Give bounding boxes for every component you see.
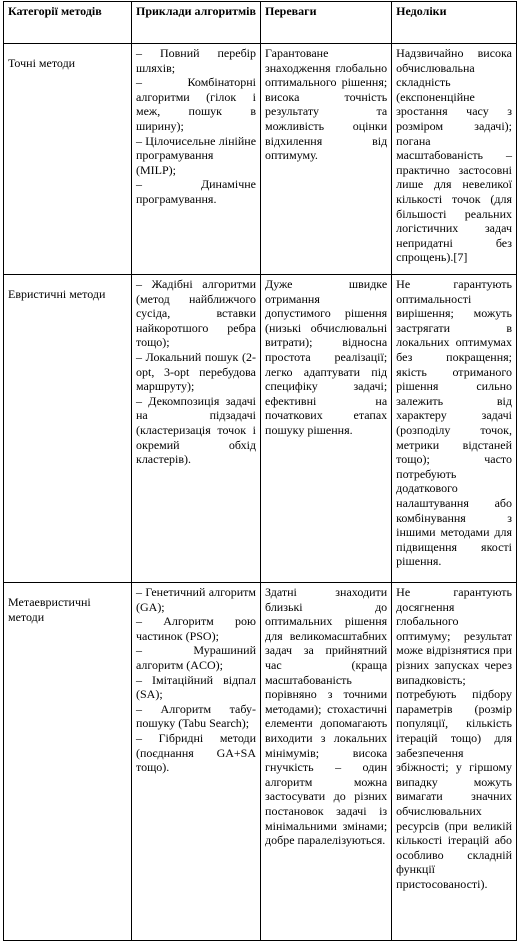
table-row xyxy=(4,44,517,275)
example-item: – Імітаційний відпал (SA); xyxy=(135,672,257,702)
methods-comparison-table xyxy=(3,1,517,941)
header-advantages: Переваги xyxy=(261,2,392,44)
examples-cell xyxy=(131,275,260,583)
example-item: – Комбінаторні алгоритми (гілок і меж, пошук в ширину); xyxy=(135,75,257,133)
example-item: – Генетичний алгоритм (GA); xyxy=(135,585,257,614)
advantages-cell: Гарантоване знаходження глобально оптимального рішення; висока точність результату та можливість оцінки відхилення від оптимуму. xyxy=(261,44,392,275)
table-row xyxy=(4,583,517,941)
disadvantages-cell: Не гарантують оптимальності вирішення; можуть застрягати в локальних оптимумах без покращення; якість отриманого рішення сильно залежить від характеру задачі (розподілу точок, метрики відстаней тощо); часто потребують додаткового налаштування або комбінування з іншими методами для підвищення якості рішення. xyxy=(392,275,517,583)
example-item: – Алгоритм рою частинок (PSO); xyxy=(135,614,257,643)
example-item: – Динамічне програмування. xyxy=(135,177,257,206)
category-cell: Точні методи xyxy=(4,44,132,275)
examples-cell xyxy=(131,583,260,941)
header-disadvantages: Недоліки xyxy=(392,2,517,44)
example-item: – Мурашиний алгоритм (ACO); xyxy=(135,643,257,672)
example-item: – Локальний пошук (2-opt, 3-opt перебудова маршруту); xyxy=(135,349,257,394)
example-item: – Цілочисельне лінійне програмування (MILP); xyxy=(135,133,257,177)
example-item: – Декомпозиція задачі на підзадачі (кластеризація точок і окремий обхід кластерів). xyxy=(135,393,257,467)
example-item: – Гібридні методи (поєднання GA+SA тощо). xyxy=(135,730,257,775)
header-category: Категорії методів xyxy=(4,2,132,44)
disadvantages-cell: Надзвичайно висока обчислювальна складність (експоненційне зростання часу з розміром задачі); погана масштабованість – практично застосовні лише для невеликої кількості точок (для більшості реальних логістичних задач непридатні без спрощень).[7] xyxy=(392,44,517,275)
header-examples: Приклади алгоритмів xyxy=(131,2,260,44)
advantages-cell: Дуже швидке отримання допустимого рішення (низькі обчислювальні витрати); відносна простота реалізації; легко адаптувати під специфіку задачі; ефективні на початкових етапах пошуку рішення. xyxy=(261,275,392,583)
example-item: – Алгоритм табу-пошуку (Tabu Search); xyxy=(135,701,257,731)
disadvantages-cell: Не гарантують досягнення глобального оптимуму; результат може відрізнятися при різних запусках через випадковість; потребують підбору параметрів (розмір популяції, кількість ітерацій тощо) для забезпечення збіжності; у гіршому випадку можуть вимагати значних обчислювальних ресурсів (при великій кількості ітерацій або особливо складній функції пристосованості). xyxy=(392,583,517,941)
example-item: – Жадібні алгоритми (метод найближчого сусіда, вставки найкоротшого ребра тощо); xyxy=(135,277,257,350)
category-cell: Евристичні методи xyxy=(4,275,132,583)
examples-cell xyxy=(131,44,260,275)
category-cell: Метаевристичні методи xyxy=(4,583,132,941)
advantages-cell: Здатні знаходити близькі до оптимальних рішення для великомасштабних задач за прийнятний час (краща масштабованість порівняно з точними методами); стохастичні елементи допомагають виходити з локальних мінімумів; висока гнучкість – один алгоритм можна застосувати до різних постановок задачі із мінімальними змінами; добре паралелізуються. xyxy=(261,583,392,941)
table-header-row xyxy=(4,2,517,44)
example-item: – Повний перебір шляхів; xyxy=(135,46,257,75)
table-row xyxy=(4,275,517,583)
